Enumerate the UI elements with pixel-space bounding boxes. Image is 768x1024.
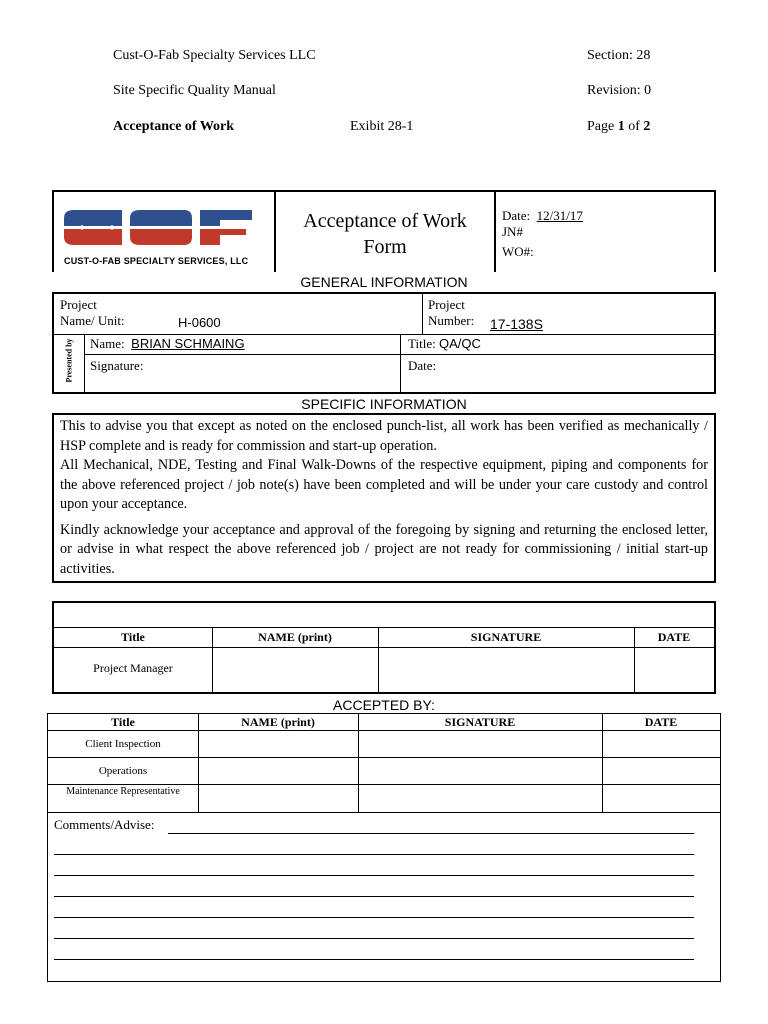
page-indicator: Page 1 of 2	[587, 119, 651, 134]
comment-line-5[interactable]	[54, 917, 694, 918]
title-field	[408, 336, 481, 352]
logo-caption: CUST-O-FAB SPECIALTY SERVICES, LLC	[64, 256, 249, 266]
name-field	[90, 336, 245, 352]
presented-by-label: Presented by	[64, 338, 74, 383]
accepted-row-maintenance: Maintenance Representative	[66, 786, 180, 797]
signature-label: Signature:	[90, 358, 144, 373]
date-label: Date:	[502, 208, 531, 223]
project-name-value: H-0600	[178, 315, 221, 330]
accepted-header-date: DATE	[644, 715, 678, 729]
form-title	[276, 208, 494, 260]
general-info-heading: GENERAL INFORMATION	[300, 274, 468, 290]
exhibit-number: Exibit 28-1	[350, 119, 414, 134]
comment-line-2[interactable]	[54, 854, 694, 855]
comment-line-6[interactable]	[54, 938, 694, 939]
revision-value: 0	[644, 83, 652, 98]
date-jn-wo	[502, 208, 583, 260]
accepted-row-operations: Operations	[98, 765, 148, 777]
project-name-label-2: Name/ Unit:	[60, 313, 125, 328]
pm-row-title: Project Manager	[93, 661, 173, 675]
section-value: 28	[636, 48, 651, 63]
pm-header-date: DATE	[657, 630, 691, 644]
pm-header-signature: SIGNATURE	[470, 630, 542, 644]
company-logo	[60, 208, 254, 248]
comment-line-3[interactable]	[54, 875, 694, 876]
company-name: Cust-O-Fab Specialty Services LLC	[113, 48, 316, 63]
date-value: 12/31/17	[536, 208, 583, 223]
general-date-label: Date:	[408, 358, 437, 373]
accepted-header-title: Title	[111, 715, 135, 729]
wo-label: WO#:	[502, 244, 534, 259]
pm-header-title: Title	[121, 630, 145, 644]
specific-info-heading: SPECIFIC INFORMATION	[301, 396, 467, 412]
specific-para-2: All Mechanical, NDE, Testing and Final Walk-Downs of the respective equipment, piping and components for the above referenced project / job note(s) have been completed and will be under your care custody and control upon your acceptance.	[60, 457, 708, 512]
accepted-row-client: Client Inspection	[85, 738, 161, 750]
revision-label: Revision:	[587, 83, 641, 98]
project-name-field	[60, 297, 125, 329]
accepted-table	[47, 713, 721, 813]
name-value: BRIAN SCHMAING	[131, 336, 245, 351]
specific-para-3: Kindly acknowledge your acceptance and approval of the foregoing by signing and returning the enclosed letter, or advise in what respect the above referenced job / project are not ready for commissioning / initial start-up activities.	[60, 521, 708, 577]
comment-line-4[interactable]	[54, 896, 694, 897]
doc-title: Acceptance of Work	[113, 119, 235, 134]
manual-name: Site Specific Quality Manual	[113, 83, 276, 98]
specific-info-box	[52, 413, 716, 583]
section-info	[587, 48, 650, 64]
project-number-field	[428, 297, 474, 329]
project-name-label-1: Project	[60, 297, 97, 312]
project-number-label-2: Number:	[428, 313, 475, 328]
comments-box	[47, 813, 721, 982]
accepted-header-signature: SIGNATURE	[444, 715, 516, 729]
form-title-line1: Acceptance of Work	[303, 210, 467, 232]
pm-header-name: NAME (print)	[258, 630, 332, 644]
date-field	[502, 208, 583, 224]
accepted-header-name: NAME (print)	[241, 715, 315, 729]
presented-by-vertical	[58, 338, 80, 390]
revision-info	[587, 83, 651, 99]
title-block	[52, 190, 716, 272]
accepted-by-heading: ACCEPTED BY:	[333, 697, 435, 713]
title-value: QA/QC	[438, 336, 481, 351]
section-label: Section:	[587, 48, 633, 63]
pm-table	[52, 601, 716, 694]
comment-line-7[interactable]	[54, 959, 694, 960]
comment-line-1[interactable]	[168, 833, 694, 834]
project-number-label-1: Project	[428, 297, 465, 312]
cof-logo-icon	[60, 208, 254, 248]
form-title-line2: Form	[363, 236, 407, 258]
comments-label: Comments/Advise:	[54, 817, 155, 832]
jn-label: JN#	[502, 224, 523, 239]
name-label: Name:	[90, 336, 125, 351]
general-info-box	[52, 292, 716, 394]
specific-para-1: This to advise you that except as noted on the enclosed punch-list, all work has been verified as mechanically / HSP complete and is ready for commission and start-up operation.	[60, 418, 708, 454]
title-label: Title:	[408, 336, 436, 351]
project-number-value: 17-138S	[490, 316, 543, 332]
